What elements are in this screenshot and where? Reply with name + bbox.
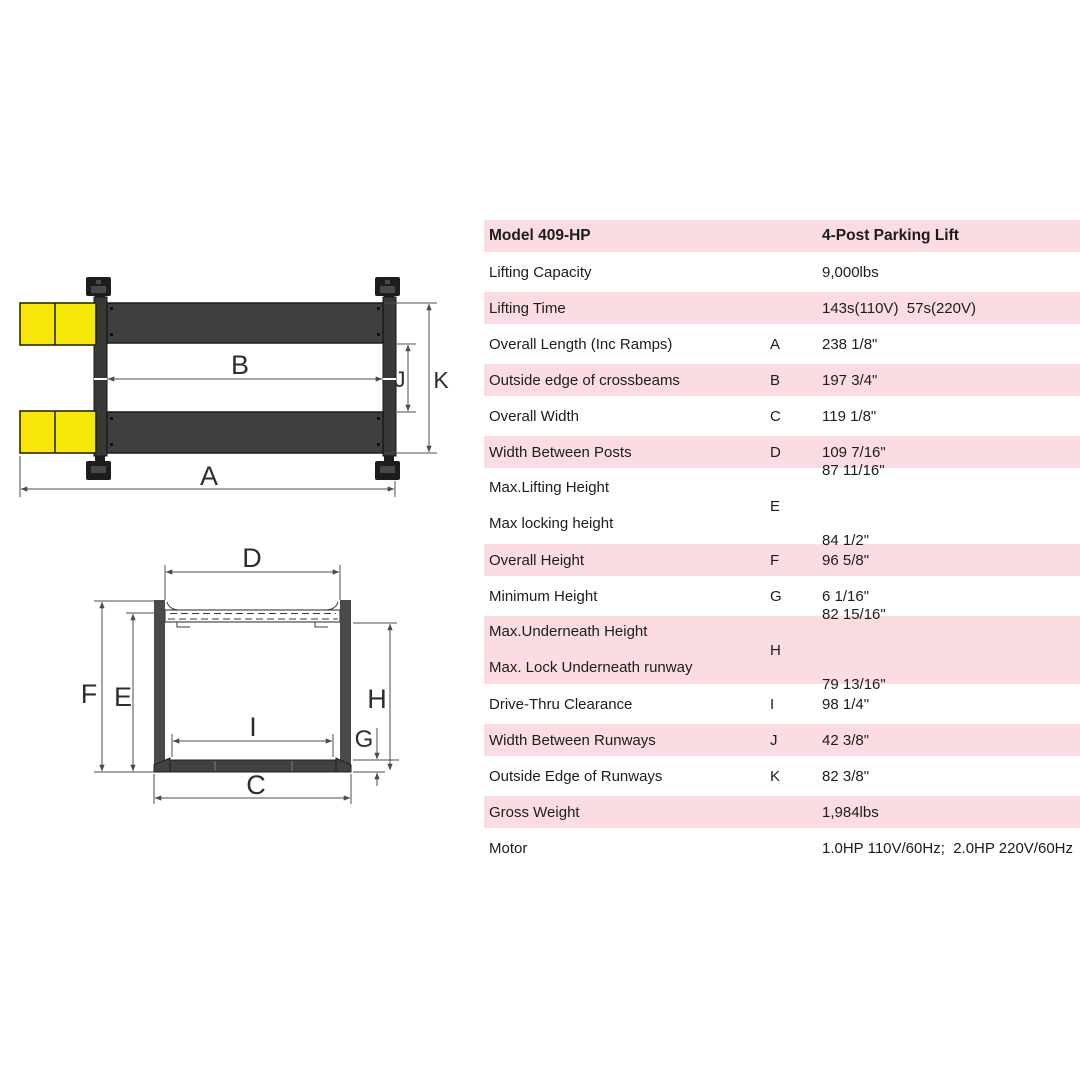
spec-row-max-lifting-height [484,462,1080,549]
spec-letter: G [770,587,782,605]
spec-letter: J [770,731,778,749]
spec-label: Width Between Posts [489,443,632,461]
spec-label: Max.Lifting Height [489,479,610,496]
spec-value: 1,984lbs [822,803,879,821]
spec-value: 6 1/16" [822,587,870,605]
plan-ramp-lower [20,411,96,453]
spec-value: 84 1/2" [822,532,870,549]
spec-label: Max. Lock Underneath runway [489,659,693,676]
spec-value: 238 1/8" [822,335,878,353]
spec-label: Gross Weight [489,803,580,821]
spec-label: Overall Length (Inc Ramps) [489,335,673,353]
spec-letter: A [770,335,781,353]
product-name: 4-Post Parking Lift [822,227,959,244]
spec-value: 143s(110V) 57s(220V) [822,299,976,317]
spec-value: 87 11/16" [822,462,885,479]
spec-letter: E [770,497,781,515]
spec-value: 82 3/8" [822,767,870,785]
front-post-left [154,600,165,772]
spec-label: Drive-Thru Clearance [489,695,633,713]
spec-row-lifting-capacity [484,254,1080,290]
spec-label: Outside edge of crossbeams [489,371,680,389]
spec-label: Overall Width [489,407,580,425]
spec-label-group [484,614,767,686]
spec-label: Outside Edge of Runways [489,767,663,785]
spec-value: 79 13/16" [822,676,886,693]
front-view [81,543,399,804]
spec-value: 82 15/16" [822,606,886,623]
front-label-f: F [80,679,98,709]
spec-row-max-underneath-height [484,606,1080,693]
spec-letter: I [770,695,775,713]
front-post-right [340,600,351,772]
spec-label: Width Between Runways [489,731,656,749]
spec-row-outside-edge-crossbeams [484,362,1080,398]
spec-value: 109 7/16" [822,443,886,461]
spec-letter: K [770,767,781,785]
plan-runway-bottom [107,412,383,453]
spec-row-overall-length [484,326,1080,362]
spec-label: Minimum Height [489,587,598,605]
plan-label-a: A [199,461,219,491]
front-label-e: E [113,682,133,712]
spec-label: Lifting Time [489,299,566,317]
spec-value: 42 3/8" [822,731,870,749]
spec-letter: H [770,641,781,659]
plan-label-b: B [230,350,250,380]
plan-ramp-upper [20,303,96,345]
spec-label: Motor [489,839,528,857]
spec-letter: C [770,407,781,425]
spec-row-gross-weight [484,794,1080,830]
spec-value: 96 5/8" [822,551,870,569]
spec-letter: F [770,551,780,569]
spec-row-lifting-time [484,290,1080,326]
spec-value: 119 1/8" [822,407,877,425]
spec-header-row [484,218,1080,254]
front-label-d: D [242,543,262,573]
front-runway-raised [165,602,340,627]
spec-label: Max.Underneath Height [489,623,648,640]
plan-runway-top [107,303,383,343]
front-label-i: I [249,712,257,742]
spec-letter: D [770,443,781,461]
plan-view [20,277,449,497]
spec-row-motor [484,830,1080,866]
spec-value: 9,000lbs [822,263,879,281]
plan-label-j: J [394,367,406,392]
spec-label: Overall Height [489,551,585,569]
spec-row-outside-edge-runways [484,758,1080,794]
front-label-c: C [246,770,266,800]
plan-label-k: K [433,367,449,393]
front-label-g: G [354,726,374,753]
model-name: Model 409-HP [489,227,591,244]
spec-value: 1.0HP 110V/60Hz; 2.0HP 220V/60Hz [822,839,1073,857]
spec-value: 98 1/4" [822,695,870,713]
spec-table [484,218,1080,866]
front-label-h: H [367,684,387,714]
spec-label: Lifting Capacity [489,263,592,281]
spec-label: Max locking height [489,515,614,532]
spec-value: 197 3/4" [822,371,878,389]
spec-label-group [484,470,767,542]
spec-letter: B [770,371,781,389]
